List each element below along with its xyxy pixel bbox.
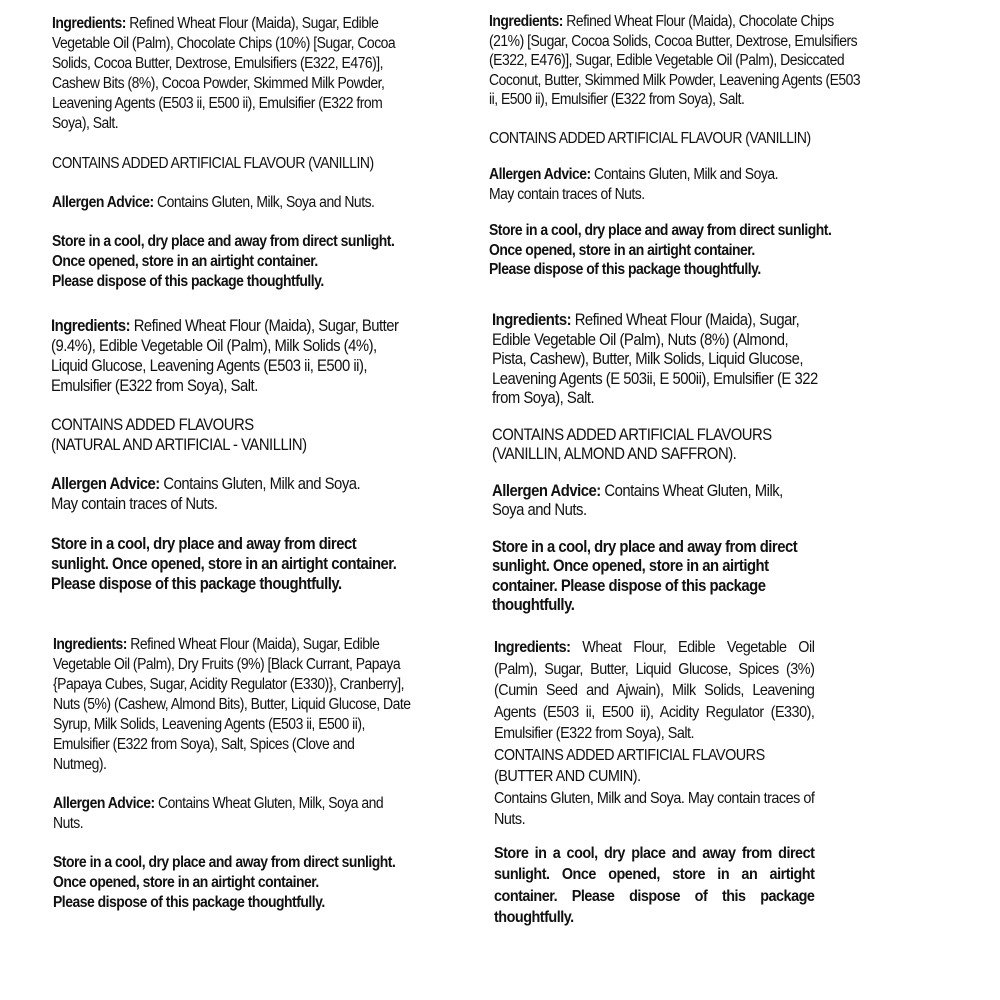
ingredients-text: Refined Wheat Flour (Maida), Sugar, Edible Vegetable Oil (Palm), Chocolate Chips (10%) [Sugar, Cocoa Solids, Cocoa Butter, Dextrose, Emulsifiers (E322, E476)], Cashew Bits (8%), Cocoa Powder, Skimmed Milk Powder, Leavening Agents (E503 ii, E500 ii), Emulsifier (E322 from Soya), Salt. <box>52 15 396 132</box>
allergen-advice: Contains Gluten, Milk and Soya. May contain traces of Nuts. <box>494 789 815 828</box>
storage-instructions <box>53 853 411 913</box>
storage-instructions <box>52 232 421 292</box>
allergen-label: Allergen Advice: <box>53 795 155 812</box>
ingredients-text: Refined Wheat Flour (Maida), Sugar, Edible Vegetable Oil (Palm), Dry Fruits (9%) [Black Currant, Papaya {Papaya Cubes, Sugar, Acidity Regulator (E330)}, Cranberry], Nuts (5%) (Cashew, Almond Bits), Butter, Liquid Glucose, Date Syrup, Milk Solids, Leavening Agents (E503 ii, E500 ii), Emulsifier (E322 from Soya), Salt, Spices (Clove and Nutmeg). <box>53 636 411 773</box>
storage-line: Please dispose of this package thoughtfully. <box>489 261 761 278</box>
allergen-advice <box>489 165 869 204</box>
ingredients-paragraph <box>492 311 818 409</box>
allergen-text: Contains Gluten, Milk and Soya. <box>594 166 778 183</box>
allergen-label: Allergen Advice: <box>51 475 160 493</box>
label-block-1 <box>52 14 421 292</box>
label-block-6 <box>494 637 814 929</box>
label-block-2 <box>489 12 869 280</box>
contains-flavour-notice: CONTAINS ADDED ARTIFICIAL FLAVOUR (VANILLIN) <box>489 129 811 147</box>
storage-line: Once opened, store in an airtight container. <box>53 874 319 891</box>
storage-line: Once opened, store in an airtight container. <box>52 253 318 270</box>
label-block-3 <box>51 316 415 594</box>
contains-line: CONTAINS ADDED FLAVOURS <box>51 416 254 434</box>
allergen-advice <box>51 474 415 514</box>
storage-line: Store in a cool, dry place and away from direct sunlight. <box>53 854 396 871</box>
contains-line: CONTAINS ADDED ARTIFICIAL FLAVOURS <box>494 746 765 764</box>
contains-flavour-notice <box>492 426 818 465</box>
ingredients-label: Ingredients: <box>53 636 127 653</box>
ingredients-label: Ingredients: <box>52 15 126 32</box>
contains-line: CONTAINS ADDED ARTIFICIAL FLAVOURS <box>492 425 772 444</box>
allergen-label: Allergen Advice: <box>52 194 154 211</box>
allergen-advice <box>492 482 818 521</box>
storage-line: Once opened, store in an airtight container. <box>489 241 755 259</box>
allergen-advice <box>52 193 421 213</box>
contains-flavour-notice: CONTAINS ADDED ARTIFICIAL FLAVOUR (VANILLIN) <box>52 155 374 172</box>
allergen-text: Contains Wheat Gluten, Milk, Soya and Nuts. <box>53 795 384 832</box>
allergen-text: Contains Gluten, Milk and Soya. <box>163 475 361 493</box>
ingredients-text: Refined Wheat Flour (Maida), Sugar, Edible Vegetable Oil (Palm), Nuts (8%) (Almond, Pista, Cashew), Butter, Milk Solids, Liquid Glucose, Leavening Agents (E 503ii, E 500ii), Emulsifier (E 322 from Soya), Salt. <box>492 311 818 407</box>
ingredients-paragraph <box>53 635 411 775</box>
ingredients-text: Refined Wheat Flour (Maida), Sugar, Butter (9.4%), Edible Vegetable Oil (Palm), Milk Solids (4%), Liquid Glucose, Leavening Agents (E503 ii, E500 ii), Emulsifier (E322 from Soya), Salt. <box>51 317 399 395</box>
allergen-text: Contains Wheat Gluten, Milk, Soya and Nuts. <box>492 481 783 519</box>
contains-line: (VANILLIN, ALMOND AND SAFFRON). <box>492 445 737 463</box>
allergen-label: Allergen Advice: <box>489 166 591 183</box>
storage-instructions: Store in a cool, dry place and away from direct sunlight. Once opened, store in an airtight container. Please dispose of this package thoughtfully. <box>51 535 397 593</box>
ingredients-label: Ingredients: <box>51 317 131 335</box>
allergen-text-secondary: May contain traces of Nuts. <box>51 495 218 513</box>
ingredients-text: Refined Wheat Flour (Maida), Chocolate Chips (21%) [Sugar, Cocoa Solids, Cocoa Butter, Dextrose, Emulsifiers (E322, E476)], Sugar, Edible Vegetable Oil (Palm), Desiccated Coconut, Butter, Skimmed Milk Powder, Leavening Agents (E503 ii, E500 ii), Emulsifier (E322 from Soya), Salt. <box>489 13 861 108</box>
storage-line: Store in a cool, dry place and away from direct sunlight. <box>489 222 832 239</box>
allergen-text: Contains Gluten, Milk, Soya and Nuts. <box>157 194 375 211</box>
ingredients-text: Wheat Flour, Edible Vegetable Oil (Palm), Sugar, Butter, Liquid Glucose, Spices (3%) (Cumin Seed and Ajwain), Milk Solids, Leavening Agents (E503 ii, E500 ii), Acidity Regulator (E330), Emulsifier (E322 from Soya), Salt. <box>494 639 815 742</box>
ingredients-paragraph <box>489 12 869 110</box>
storage-instructions: Store in a cool, dry place and away from direct sunlight. Once opened, store in an airtight container. Please dispose of this package thoughtfully. <box>494 844 815 926</box>
storage-line: Please dispose of this package thoughtfully. <box>52 273 324 290</box>
label-block-5 <box>53 635 411 913</box>
allergen-text-secondary: May contain traces of Nuts. <box>489 185 645 203</box>
ingredients-paragraph <box>51 316 415 396</box>
ingredients-label: Ingredients: <box>492 311 572 329</box>
ingredients-label: Ingredients: <box>494 639 571 656</box>
storage-instructions <box>489 221 869 280</box>
storage-line: Store in a cool, dry place and away from direct sunlight. <box>52 233 395 250</box>
storage-line: Please dispose of this package thoughtfully. <box>53 894 325 911</box>
contains-flavour-notice <box>51 415 415 455</box>
allergen-advice <box>53 794 411 834</box>
storage-instructions: Store in a cool, dry place and away from direct sunlight. Once opened, store in an airtight container. Please dispose of this package thoughtfully. <box>492 537 798 614</box>
contains-flavour-notice <box>494 745 814 788</box>
ingredients-paragraph <box>52 14 421 134</box>
contains-line: (NATURAL AND ARTIFICIAL - VANILLIN) <box>51 436 307 454</box>
allergen-label: Allergen Advice: <box>492 481 601 500</box>
contains-line: (BUTTER AND CUMIN). <box>494 768 641 785</box>
label-block-4 <box>492 311 818 616</box>
ingredients-paragraph <box>494 637 814 745</box>
ingredients-label: Ingredients: <box>489 13 563 30</box>
